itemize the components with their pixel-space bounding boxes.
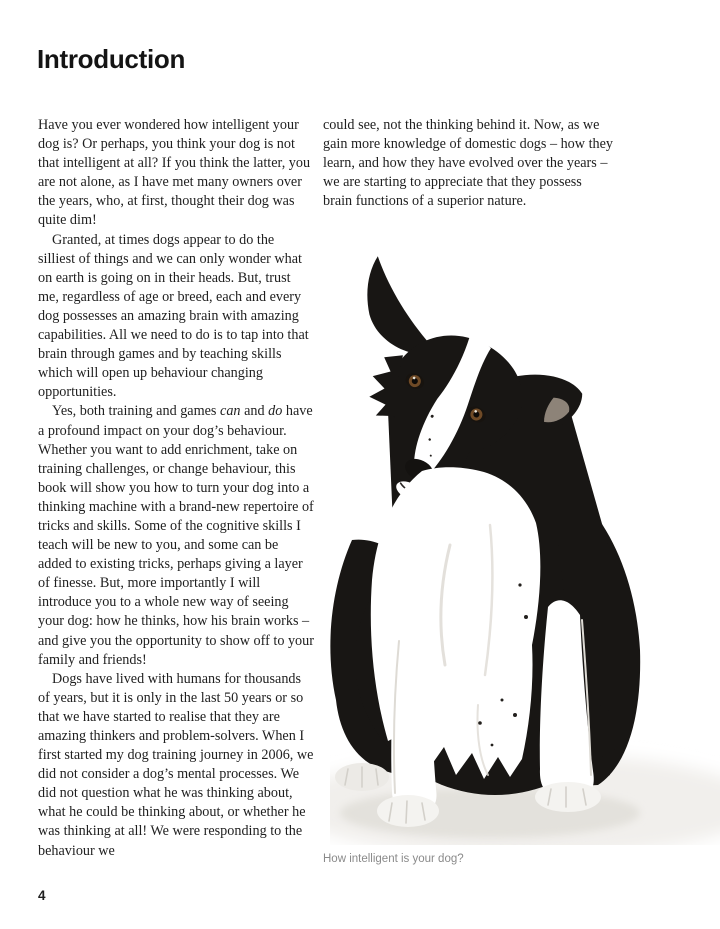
paragraph [323, 116, 614, 211]
text-run: have a profound impact on your dog’s behaviour. Whether you want to add enrichment, take on training challenges, or change behaviour, this book will show you how to turn your dog into a thinking machine with a brand-new repertoire of tricks and skills. Some of the cognitive skills I teach will be new to you, and some can be added to existing tricks, perhaps giving a layer of finesse. But, more importantly I will introduce you to a whole new way of seeing your dog: how he thinks, how his brain works – and give you the opportunity to show off to your family and friends! [38, 403, 314, 668]
photo-caption: How intelligent is your dog? [323, 853, 464, 865]
italic-text: can [220, 403, 241, 420]
paragraph [38, 116, 314, 231]
text-run: Dogs have lived with humans for thousands of years, but it is only in the last 50 years or so that we have started to realise that they are amazing thinkers and problem-solvers. When I first started my dog training journey in 2006, we did not consider a dog’s mental processes. We did not question what he was thinking about, what he could be thinking about, or whether he was thinking at all! We were responding to the behaviour we [38, 670, 314, 859]
column-left [38, 116, 314, 861]
hind-paw [335, 763, 389, 791]
text-run: Yes, both training and games [52, 403, 221, 420]
text-run: and [240, 403, 269, 420]
paragraph [38, 231, 314, 403]
text-run: Granted, at times dogs appear to do the silliest of things and we can only wonder what on earth is going on in their heads. But, trust me, regardless of age or breed, each and every dog possesses an amazing brain with amazing capabilities. All we need to do is to tap into that brain through games and by teaching skills which will open up behaviour changing opportunities. [38, 231, 309, 401]
paragraph [38, 402, 314, 669]
border-collie-illustration [330, 245, 720, 845]
page-number: 4 [38, 888, 46, 903]
page-title: Introduction [37, 44, 186, 74]
paragraph [38, 670, 314, 861]
dog-photo [330, 245, 720, 845]
text-run: could see, not the thinking behind it. Now, as we gain more knowledge of domestic dogs – how they learn, and how they have evolved over the years – we are starting to appreciate that they possess brain functions of a superior nature. [323, 117, 613, 210]
column-right [323, 116, 614, 211]
italic-text: do [268, 403, 283, 420]
text-run: Have you ever wondered how intelligent your dog is? Or perhaps, you think your dog is not that intelligent at all? If you think the latter, you are not alone, as I have met many owners over the years, who, at first, thought their dog was quite dim! [38, 117, 311, 229]
